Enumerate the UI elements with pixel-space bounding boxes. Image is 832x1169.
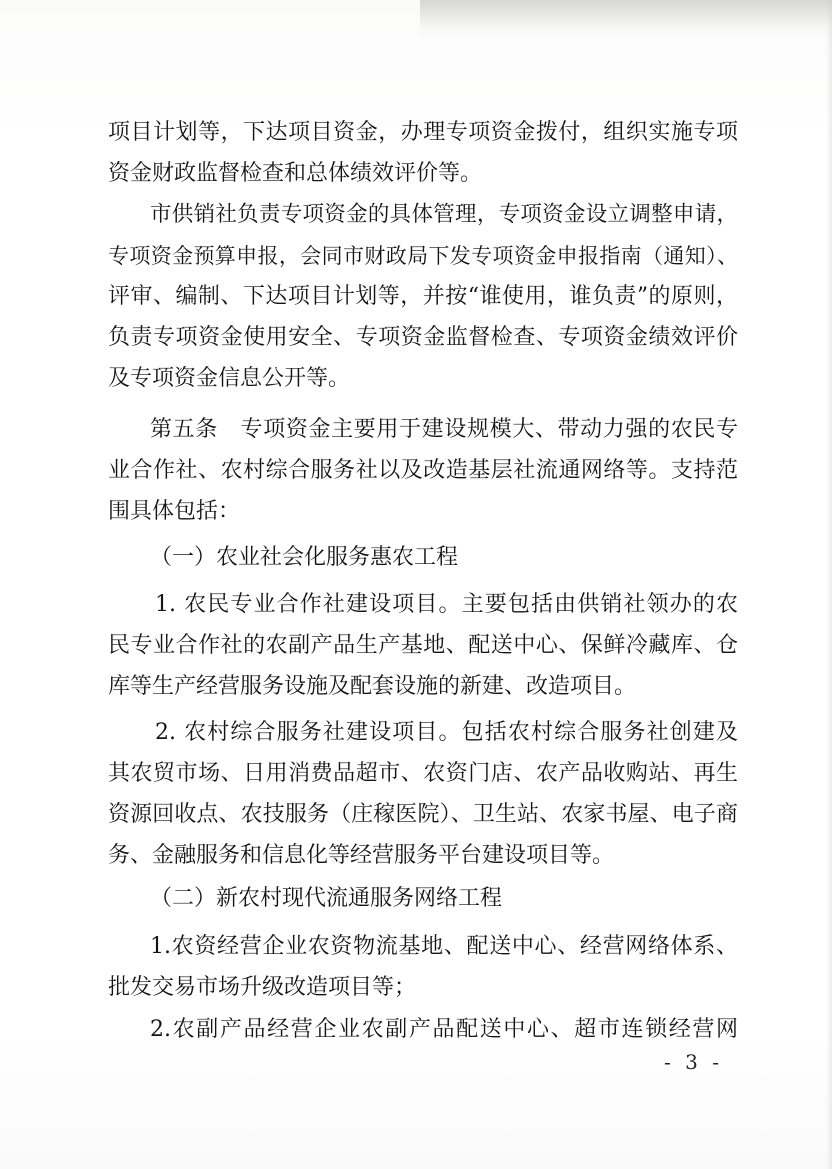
article-heading-line: 第五条 专项资金主要用于建设规模大、带动力强的农民专 (150, 417, 738, 442)
text-line: 库等生产经营服务设施及配套设施的新建、改造项目。 (108, 674, 637, 699)
section-heading: （一）农业社会化服务惠农工程 (150, 545, 459, 570)
list-item-first-line: 1. 农民专业合作社建设项目。主要包括由供销社领办的农 (155, 592, 738, 617)
list-item-first-line: 2.农副产品经营企业农副产品配送中心、超市连锁经营网 (150, 1017, 738, 1042)
text-line: 负责专项资金使用安全、专项资金监督检查、专项资金绩效评价 (108, 325, 738, 350)
section-heading: （二）新农村现代流通服务网络工程 (150, 886, 503, 911)
page-number: - 3 - (664, 1050, 723, 1074)
scan-shadow-right (826, 0, 832, 1169)
text-line: 务、金融服务和信息化等经营服务平台建设项目等。 (108, 843, 615, 868)
text-line: 及专项资金信息公开等。 (108, 366, 351, 391)
paragraph-first-line: 市供销社负责专项资金的具体管理，专项资金设立调整申请， (150, 202, 738, 227)
text-line: 专项资金预算申报，会同市财政局下发专项资金申报指南（通知）、 (108, 244, 738, 268)
text-line: 围具体包括： (108, 499, 241, 524)
list-item-first-line: 1.农资经营企业农资物流基地、配送中心、经营网络体系、 (150, 934, 738, 959)
text-line: 民专业合作社的农副产品生产基地、配送中心、保鲜冷藏库、仓 (108, 633, 738, 658)
list-item-first-line: 2. 农村综合服务社建设项目。包括农村综合服务社创建及 (155, 720, 738, 745)
text-line: 项目计划等，下达项目资金，办理专项资金拨付，组织实施专项 (108, 120, 738, 145)
text-line: 资源回收点、农技服务（庄稼医院）、卫生站、农家书屋、电子商 (108, 802, 738, 827)
text-line: 资金财政监督检查和总体绩效评价等。 (108, 161, 483, 186)
text-line: 业合作社、农村综合服务社以及改造基层社流通网络等。支持范 (108, 458, 738, 483)
text-line: 批发交易市场升级改造项目等； (108, 975, 417, 1000)
text-line: 其农贸市场、日用消费品超市、农资门店、农产品收购站、再生 (108, 761, 738, 786)
text-line: 评审、编制、下达项目计划等，并按“谁使用，谁负责”的原则， (108, 284, 738, 309)
scan-shadow-top (420, 0, 832, 40)
